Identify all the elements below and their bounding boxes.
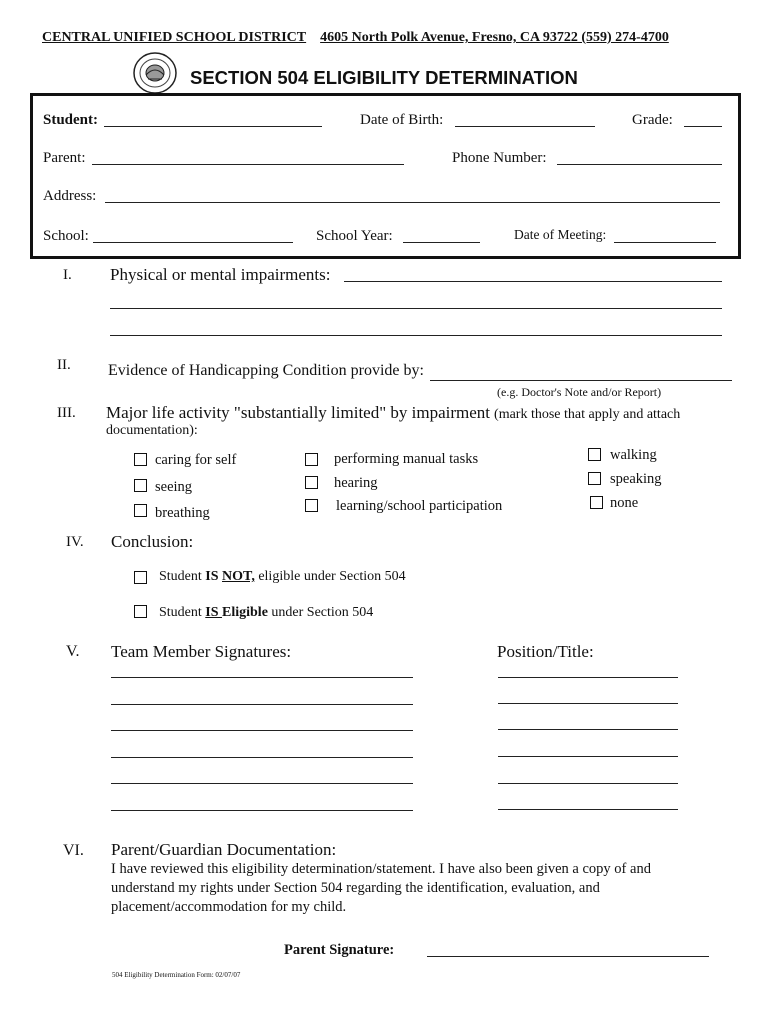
eligible-checkbox[interactable]: [134, 605, 147, 618]
breathing-label: breathing: [155, 505, 210, 521]
section-4-number: IV.: [66, 534, 84, 550]
parent-label: Parent:: [43, 150, 86, 166]
breathing-checkbox[interactable]: [134, 504, 147, 517]
impairments-line-3[interactable]: [110, 335, 722, 336]
walking-label: walking: [610, 447, 657, 463]
section-2-title: Evidence of Handicapping Condition provide by:: [108, 362, 424, 379]
section-3-title: Major life activity "substantially limited" by impairment: [106, 403, 491, 422]
parent-signature-label: Parent Signature:: [284, 942, 395, 958]
section-3-instructions: (mark those that apply and attach: [494, 407, 681, 422]
not-eligible-is: IS: [205, 569, 223, 584]
district-address: 4605 North Polk Avenue, Fresno, CA 93722 (559) 274-4700: [320, 30, 669, 45]
address-field[interactable]: [105, 202, 720, 203]
hearing-label: hearing: [334, 475, 378, 491]
section-4-title: Conclusion:: [111, 532, 194, 551]
dob-label: Date of Birth:: [360, 112, 444, 128]
form-footer: 504 Eligibility Determination Form: 02/07/07: [112, 971, 241, 979]
team-signature-line[interactable]: [111, 757, 413, 758]
section-6-number: VI.: [63, 842, 84, 859]
team-signature-line[interactable]: [111, 677, 413, 678]
not-eligible-prefix: Student: [159, 569, 206, 584]
student-field[interactable]: [104, 126, 322, 127]
meeting-date-label: Date of Meeting:: [514, 227, 607, 242]
parent-field[interactable]: [92, 164, 404, 165]
hearing-checkbox[interactable]: [305, 476, 318, 489]
position-title-line[interactable]: [498, 756, 678, 757]
school-year-label: School Year:: [316, 228, 393, 244]
speaking-checkbox[interactable]: [588, 472, 601, 485]
student-label: Student:: [43, 112, 99, 128]
parent-signature-line[interactable]: [427, 956, 709, 957]
school-field[interactable]: [93, 242, 293, 243]
section-1-number: I.: [63, 267, 72, 283]
section-2-number: II.: [57, 357, 71, 373]
meeting-date-field[interactable]: [614, 242, 716, 243]
district-name: CENTRAL UNIFIED SCHOOL DISTRICT: [42, 30, 307, 45]
team-signature-line[interactable]: [111, 810, 413, 811]
caring-for-self-checkbox[interactable]: [134, 453, 147, 466]
walking-checkbox[interactable]: [588, 448, 601, 461]
phone-field[interactable]: [557, 164, 722, 165]
learning-label: learning/school participation: [336, 498, 503, 514]
manual-tasks-label: performing manual tasks: [334, 451, 479, 467]
position-title-line[interactable]: [498, 677, 678, 678]
team-signature-line[interactable]: [111, 730, 413, 731]
speaking-label: speaking: [610, 471, 662, 487]
not-eligible-not: NOT,: [222, 569, 255, 584]
none-checkbox[interactable]: [590, 496, 603, 509]
evidence-field[interactable]: [430, 380, 732, 381]
caring-for-self-label: caring for self: [155, 452, 237, 468]
eligible-word: Eligible: [222, 605, 268, 620]
position-title-line[interactable]: [498, 703, 678, 704]
section-3-heading: [106, 403, 680, 423]
section-1-title: Physical or mental impairments:: [110, 265, 331, 284]
not-eligible-label: [159, 569, 406, 585]
team-signature-line[interactable]: [111, 704, 413, 705]
eligible-is: IS: [205, 605, 223, 620]
parent-acknowledgement-text: I have reviewed this eligibility determination/statement. I have also been given a copy of and understand my rights under Section 504 regarding the identification, evaluation, and placement/accommodation for my child.: [111, 861, 651, 915]
section-5-number: V.: [66, 643, 80, 660]
section-6-title: Parent/Guardian Documentation:: [111, 840, 337, 859]
position-title-heading: Position/Title:: [497, 642, 594, 661]
evidence-note: (e.g. Doctor's Note and/or Report): [497, 385, 662, 399]
seeing-checkbox[interactable]: [134, 479, 147, 492]
phone-label: Phone Number:: [452, 150, 547, 166]
none-label: none: [610, 495, 639, 511]
eligible-prefix: Student: [159, 605, 206, 620]
eligible-label: [159, 605, 373, 621]
position-title-line[interactable]: [498, 809, 678, 810]
school-label: School:: [43, 228, 89, 244]
school-year-field[interactable]: [403, 242, 480, 243]
seeing-label: seeing: [155, 479, 193, 495]
not-eligible-suffix: eligible under Section 504: [254, 569, 406, 584]
section-3-number: III.: [57, 405, 76, 421]
grade-label: Grade:: [632, 112, 673, 128]
position-title-line[interactable]: [498, 783, 678, 784]
team-signature-line[interactable]: [111, 783, 413, 784]
learning-checkbox[interactable]: [305, 499, 318, 512]
section-3-instructions-cont: documentation):: [106, 423, 198, 438]
not-eligible-checkbox[interactable]: [134, 571, 147, 584]
form-title: SECTION 504 ELIGIBILITY DETERMINATION: [190, 67, 578, 88]
dob-field[interactable]: [455, 126, 595, 127]
position-title-line[interactable]: [498, 729, 678, 730]
district-seal-icon: [132, 51, 178, 95]
address-label: Address:: [43, 188, 97, 204]
eligible-suffix: under Section 504: [267, 605, 374, 620]
impairments-line-1[interactable]: [344, 281, 722, 282]
impairments-line-2[interactable]: [110, 308, 722, 309]
grade-field[interactable]: [684, 126, 722, 127]
district-header: [42, 30, 669, 46]
manual-tasks-checkbox[interactable]: [305, 453, 318, 466]
section-5-title: Team Member Signatures:: [111, 642, 292, 661]
